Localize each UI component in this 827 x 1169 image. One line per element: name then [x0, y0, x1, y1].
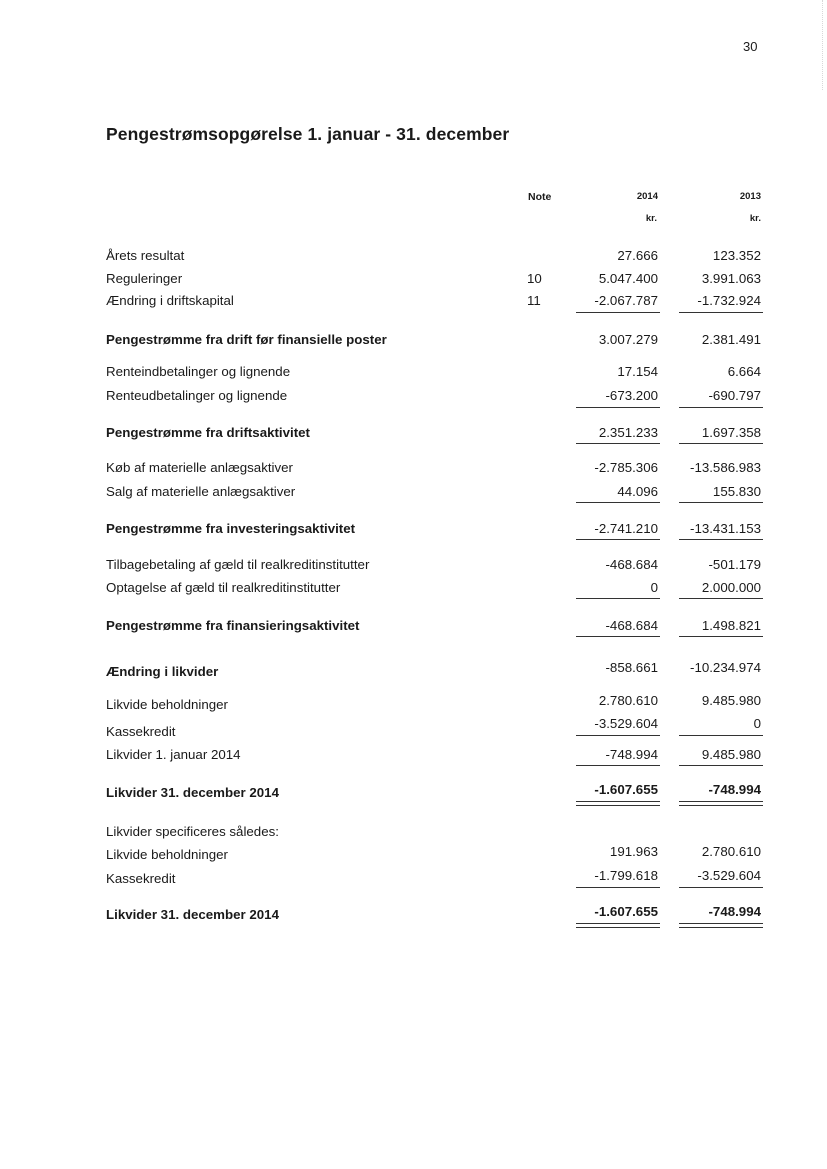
value-2013: 9.485.980: [701, 747, 761, 762]
table-row: [0, 557, 827, 575]
table-row: [0, 824, 827, 842]
subtotal-rule: [679, 539, 763, 540]
total-double-rule: [679, 801, 763, 806]
value-2013: -748.994: [708, 904, 761, 919]
row-label: Likvider specificeres således:: [106, 824, 279, 839]
value-2013: 6.664: [727, 364, 761, 379]
table-row: [0, 580, 827, 598]
value-2013: -501.179: [708, 557, 761, 572]
header-note: Note: [528, 191, 552, 203]
table-row: [0, 293, 827, 311]
total-double-rule: [679, 923, 763, 928]
subtotal-rule: [679, 443, 763, 444]
value-2014: -468.684: [605, 618, 658, 633]
value-2013: 2.381.491: [701, 332, 761, 347]
row-label: Renteudbetalinger og lignende: [106, 388, 288, 403]
table-row: [0, 460, 827, 478]
value-2013: 2.000.000: [701, 580, 761, 595]
row-label: Optagelse af gæld til realkreditinstitutter: [106, 580, 341, 595]
value-2014: -2.741.210: [594, 521, 658, 536]
row-label: Kassekredit: [106, 724, 176, 739]
row-label: Likvide beholdninger: [106, 847, 228, 862]
value-2014: -1.607.655: [594, 904, 658, 919]
row-label: Likvider 31. december 2014: [106, 907, 279, 922]
row-label: Renteindbetalinger og lignende: [106, 364, 291, 379]
subtotal-rule: [679, 598, 763, 599]
subtotal-rule: [679, 312, 763, 313]
row-label: Likvider 31. december 2014: [106, 785, 279, 800]
value-2014: -2.067.787: [594, 293, 658, 308]
value-2013: -3.529.604: [697, 868, 761, 883]
value-2014: -468.684: [605, 557, 658, 572]
value-2013: -13.586.983: [690, 460, 761, 475]
row-label: Salg af materielle anlægsaktiver: [106, 484, 296, 499]
header-unit-2013: kr.: [749, 213, 761, 224]
row-label: Reguleringer: [106, 271, 183, 286]
value-2013: 155.830: [712, 484, 761, 499]
subtotal-rule: [679, 502, 763, 503]
value-2013: 9.485.980: [701, 693, 761, 708]
table-row: [0, 388, 827, 406]
subtotal-rule: [576, 443, 660, 444]
row-label: Likvide beholdninger: [106, 697, 228, 712]
header-year-2014: 2014: [636, 191, 658, 202]
table-row: [0, 484, 827, 502]
value-2013: -748.994: [708, 782, 761, 797]
value-2014: 27.666: [617, 248, 658, 263]
page-number: 30: [743, 39, 758, 54]
value-2014: -2.785.306: [594, 460, 658, 475]
value-2014: 191.963: [609, 844, 658, 859]
value-2013: 3.991.063: [701, 271, 761, 286]
value-2014: 17.154: [617, 364, 658, 379]
table-row-subtotal: [0, 521, 827, 539]
value-2014: 0: [650, 580, 658, 595]
row-label: Ændring i likvider: [106, 664, 219, 679]
table-row: [0, 747, 827, 765]
table-row-subtotal: [0, 660, 827, 682]
value-2013: -1.732.924: [697, 293, 761, 308]
value-2014: 2.780.610: [598, 693, 658, 708]
subtotal-rule: [576, 887, 660, 888]
subtotal-rule: [576, 407, 660, 408]
subtotal-rule: [679, 407, 763, 408]
subtotal-rule: [576, 539, 660, 540]
subtotal-rule: [576, 502, 660, 503]
value-2014: 2.351.233: [598, 425, 658, 440]
value-2014: -3.529.604: [594, 716, 658, 731]
value-2013: -13.431.153: [690, 521, 761, 536]
subtotal-rule: [576, 765, 660, 766]
value-2013: 2.780.610: [701, 844, 761, 859]
value-2014: 3.007.279: [598, 332, 658, 347]
value-2014: 44.096: [617, 484, 658, 499]
table-row-subtotal: [0, 332, 827, 350]
row-note: 11: [527, 293, 541, 308]
subtotal-rule: [679, 765, 763, 766]
row-label: Tilbagebetaling af gæld til realkreditinstitutter: [106, 557, 370, 572]
page-edge: [821, 0, 823, 90]
subtotal-rule: [679, 887, 763, 888]
table-row: [0, 248, 827, 266]
table-row: [0, 844, 827, 865]
subtotal-rule: [679, 735, 763, 736]
subtotal-rule: [576, 636, 660, 637]
value-2013: -690.797: [708, 388, 761, 403]
row-label: Pengestrømme fra investeringsaktivitet: [106, 521, 356, 536]
subtotal-rule: [576, 312, 660, 313]
row-label: Køb af materielle anlægsaktiver: [106, 460, 293, 475]
table-row: [0, 693, 827, 715]
value-2013: 1.498.821: [701, 618, 761, 633]
page-title: Pengestrømsopgørelse 1. januar - 31. december: [106, 124, 510, 144]
row-note: 10: [527, 271, 542, 286]
value-2014: -673.200: [605, 388, 658, 403]
subtotal-rule: [679, 636, 763, 637]
row-label: Pengestrømme fra drift før finansielle poster: [106, 332, 387, 347]
table-row: [0, 364, 827, 382]
value-2013: 123.352: [712, 248, 761, 263]
header-unit-2014: kr.: [645, 213, 657, 224]
subtotal-rule: [576, 735, 660, 736]
table-row-subtotal: [0, 618, 827, 636]
header-year-2013: 2013: [739, 191, 761, 202]
value-2013: -10.234.974: [690, 660, 761, 675]
value-2014: -1.607.655: [594, 782, 658, 797]
table-row: [0, 716, 827, 742]
row-label: Ændring i driftskapital: [106, 293, 234, 308]
row-label: Likvider 1. januar 2014: [106, 747, 241, 762]
table-row-subtotal: [0, 425, 827, 443]
total-double-rule: [576, 923, 660, 928]
row-label: Pengestrømme fra finansieringsaktivitet: [106, 618, 360, 633]
value-2014: -748.994: [605, 747, 658, 762]
value-2014: -858.661: [605, 660, 658, 675]
row-label: Årets resultat: [106, 248, 185, 263]
row-label: Kassekredit: [106, 871, 176, 886]
subtotal-rule: [576, 598, 660, 599]
value-2013: 0: [753, 716, 761, 731]
value-2014: 5.047.400: [598, 271, 658, 286]
table-row: [0, 271, 827, 289]
value-2014: -1.799.618: [594, 868, 658, 883]
row-label: Pengestrømme fra driftsaktivitet: [106, 425, 310, 440]
value-2013: 1.697.358: [701, 425, 761, 440]
total-double-rule: [576, 801, 660, 806]
